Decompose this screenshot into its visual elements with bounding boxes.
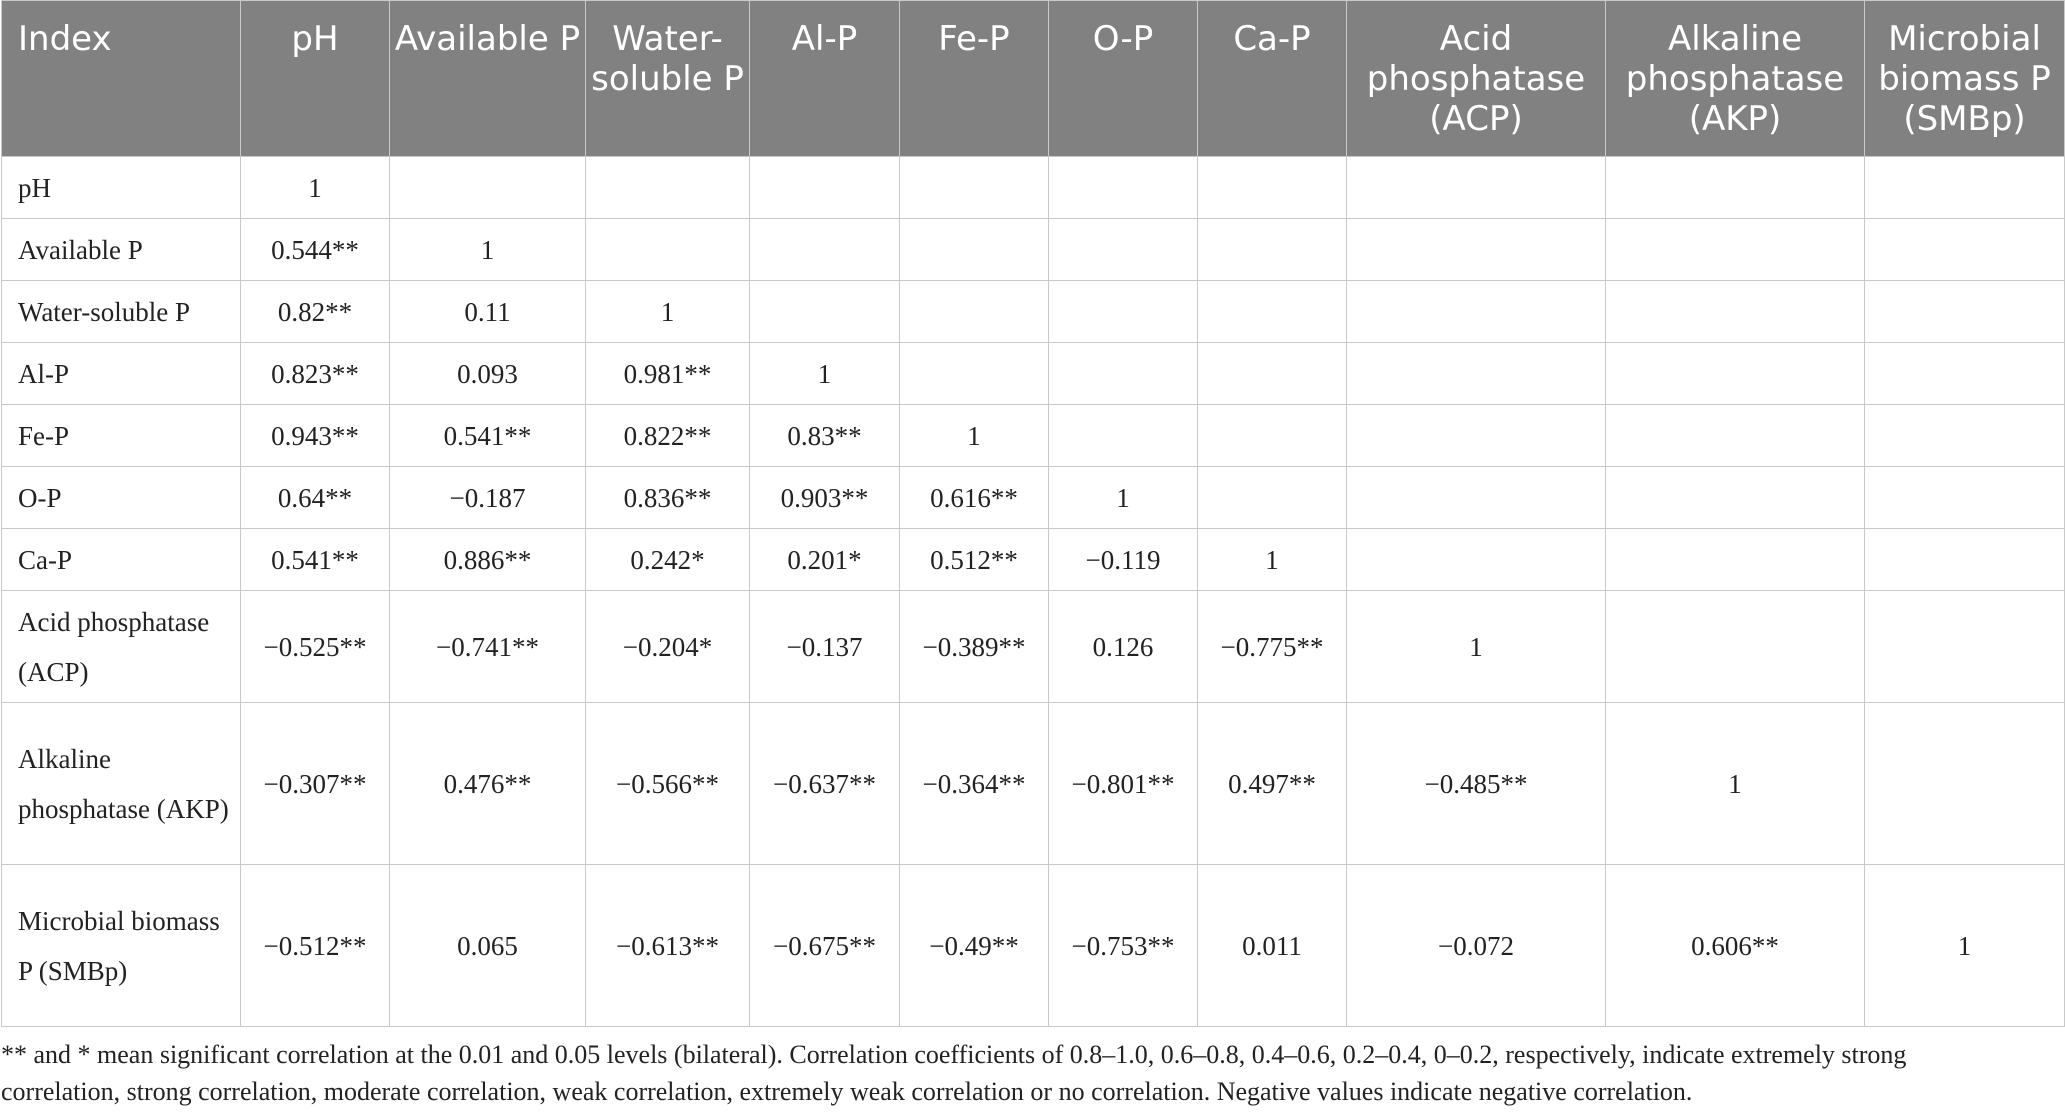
table-cell: 0.093	[390, 343, 586, 405]
table-row	[2, 703, 2065, 865]
table-cell	[750, 157, 900, 219]
row-label: O-P	[2, 467, 241, 529]
table-cell: −0.775**	[1198, 591, 1347, 703]
row-label: Al-P	[2, 343, 241, 405]
table-cell: 0.242*	[586, 529, 750, 591]
table-cell	[900, 281, 1049, 343]
table-cell	[1198, 467, 1347, 529]
table-cell	[1347, 219, 1606, 281]
table-cell: 0.903**	[750, 467, 900, 529]
table-cell	[1198, 405, 1347, 467]
table-cell: 0.82**	[241, 281, 390, 343]
table-cell: 0.11	[390, 281, 586, 343]
table-cell	[900, 343, 1049, 405]
header-o-p: O-P	[1049, 1, 1198, 157]
table-cell	[1865, 219, 2065, 281]
table-cell: −0.204*	[586, 591, 750, 703]
table-cell	[1049, 405, 1198, 467]
table-cell	[1049, 343, 1198, 405]
table-cell: 1	[1606, 703, 1865, 865]
header-index: Index	[2, 1, 241, 157]
table-cell: 0.201*	[750, 529, 900, 591]
table-cell: 0.011	[1198, 865, 1347, 1027]
table-cell	[1865, 703, 2065, 865]
table-cell: 1	[586, 281, 750, 343]
header-fe-p: Fe-P	[900, 1, 1049, 157]
table-cell: −0.364**	[900, 703, 1049, 865]
header-akp: Alkaline phosphatase (AKP)	[1606, 1, 1865, 157]
table-cell	[1049, 157, 1198, 219]
table-cell: 0.83**	[750, 405, 900, 467]
table-cell: −0.801**	[1049, 703, 1198, 865]
table-cell	[1606, 281, 1865, 343]
table-cell: 1	[1198, 529, 1347, 591]
header-row	[2, 1, 2065, 157]
row-label: Water-soluble P	[2, 281, 241, 343]
table-cell: 1	[241, 157, 390, 219]
table-cell	[586, 157, 750, 219]
table-cell	[1347, 343, 1606, 405]
row-label: Microbial biomass P (SMBp)	[2, 865, 241, 1027]
table-cell: −0.613**	[586, 865, 750, 1027]
table-cell: −0.307**	[241, 703, 390, 865]
table-cell: 0.823**	[241, 343, 390, 405]
table-cell: 0.981**	[586, 343, 750, 405]
table-cell: 0.616**	[900, 467, 1049, 529]
table-cell: 0.544**	[241, 219, 390, 281]
table-cell: 0.512**	[900, 529, 1049, 591]
table-row	[2, 591, 2065, 703]
table-cell: −0.512**	[241, 865, 390, 1027]
table-cell	[1606, 529, 1865, 591]
table-cell: 1	[390, 219, 586, 281]
row-label: Acid phosphatase (ACP)	[2, 591, 241, 703]
table-cell: −0.675**	[750, 865, 900, 1027]
table-cell	[1606, 219, 1865, 281]
header-available-p: Available P	[390, 1, 586, 157]
table-footnote: ** and * mean significant correlation at the 0.01 and 0.05 levels (bilateral). Correlation coefficients of 0.8–1.0, 0.6–0.8, 0.4–0.6, 0.2–0.4, 0–0.2, respectively, indicate extremely strong correlation, strong correlation, moderate correlation, weak correlation, extremely weak correlation or no correlation. Negative values indicate negative correlation.	[1, 1040, 1907, 1106]
table-cell: 0.476**	[390, 703, 586, 865]
table-cell	[1865, 157, 2065, 219]
table-cell	[1347, 529, 1606, 591]
table-cell: 0.943**	[241, 405, 390, 467]
table-row	[2, 865, 2065, 1027]
table-cell: 0.606**	[1606, 865, 1865, 1027]
table-cell	[1606, 467, 1865, 529]
table-cell	[1865, 591, 2065, 703]
row-label: pH	[2, 157, 241, 219]
table-cell: −0.49**	[900, 865, 1049, 1027]
row-label: Available P	[2, 219, 241, 281]
table-cell: −0.741**	[390, 591, 586, 703]
table-cell: −0.525**	[241, 591, 390, 703]
header-ph: pH	[241, 1, 390, 157]
header-acp: Acid phosphatase (ACP)	[1347, 1, 1606, 157]
table-cell: 1	[1049, 467, 1198, 529]
table-cell	[1606, 343, 1865, 405]
table-cell	[1865, 529, 2065, 591]
table-cell: 1	[1865, 865, 2065, 1027]
header-smbp: Microbial biomass P (SMBp)	[1865, 1, 2065, 157]
table-cell	[900, 157, 1049, 219]
table-row	[2, 157, 2065, 219]
table-cell: 0.822**	[586, 405, 750, 467]
table-cell: −0.566**	[586, 703, 750, 865]
table-cell: −0.072	[1347, 865, 1606, 1027]
table-cell: 0.886**	[390, 529, 586, 591]
table-cell	[1347, 405, 1606, 467]
header-ca-p: Ca-P	[1198, 1, 1347, 157]
table-cell: 0.836**	[586, 467, 750, 529]
table-cell	[1198, 343, 1347, 405]
table-cell	[1865, 343, 2065, 405]
table-cell	[900, 219, 1049, 281]
row-label: Ca-P	[2, 529, 241, 591]
table-cell	[1049, 219, 1198, 281]
table-cell	[1865, 405, 2065, 467]
table-cell: 1	[1347, 591, 1606, 703]
table-cell: 0.126	[1049, 591, 1198, 703]
table-cell	[1606, 591, 1865, 703]
table-row	[2, 343, 2065, 405]
table-cell: −0.637**	[750, 703, 900, 865]
table-cell: 1	[900, 405, 1049, 467]
correlation-table	[1, 0, 2065, 1027]
table-cell	[1606, 157, 1865, 219]
header-al-p: Al-P	[750, 1, 900, 157]
table-cell	[1347, 281, 1606, 343]
table-cell	[1049, 281, 1198, 343]
table-row	[2, 467, 2065, 529]
table-cell	[586, 219, 750, 281]
table-cell	[1606, 405, 1865, 467]
table-cell: 0.541**	[390, 405, 586, 467]
table-cell	[750, 219, 900, 281]
table-row	[2, 219, 2065, 281]
table-cell	[1865, 467, 2065, 529]
table-cell: −0.137	[750, 591, 900, 703]
table-cell: −0.753**	[1049, 865, 1198, 1027]
table-cell: 0.541**	[241, 529, 390, 591]
table-cell: −0.485**	[1347, 703, 1606, 865]
table-cell: −0.119	[1049, 529, 1198, 591]
table-cell	[750, 281, 900, 343]
table-cell	[1198, 281, 1347, 343]
table-cell	[1347, 157, 1606, 219]
table-row	[2, 405, 2065, 467]
table-cell	[1865, 281, 2065, 343]
table-row	[2, 281, 2065, 343]
table-cell: 0.065	[390, 865, 586, 1027]
row-label: Alkaline phosphatase (AKP)	[2, 703, 241, 865]
table-cell	[1198, 157, 1347, 219]
table-cell: 0.497**	[1198, 703, 1347, 865]
table-cell	[390, 157, 586, 219]
row-label: Fe-P	[2, 405, 241, 467]
table-cell	[1347, 467, 1606, 529]
header-water-soluble-p: Water-soluble P	[586, 1, 750, 157]
table-row	[2, 529, 2065, 591]
table-cell: −0.389**	[900, 591, 1049, 703]
table-cell: −0.187	[390, 467, 586, 529]
table-cell: 0.64**	[241, 467, 390, 529]
table-cell	[1198, 219, 1347, 281]
table-cell: 1	[750, 343, 900, 405]
